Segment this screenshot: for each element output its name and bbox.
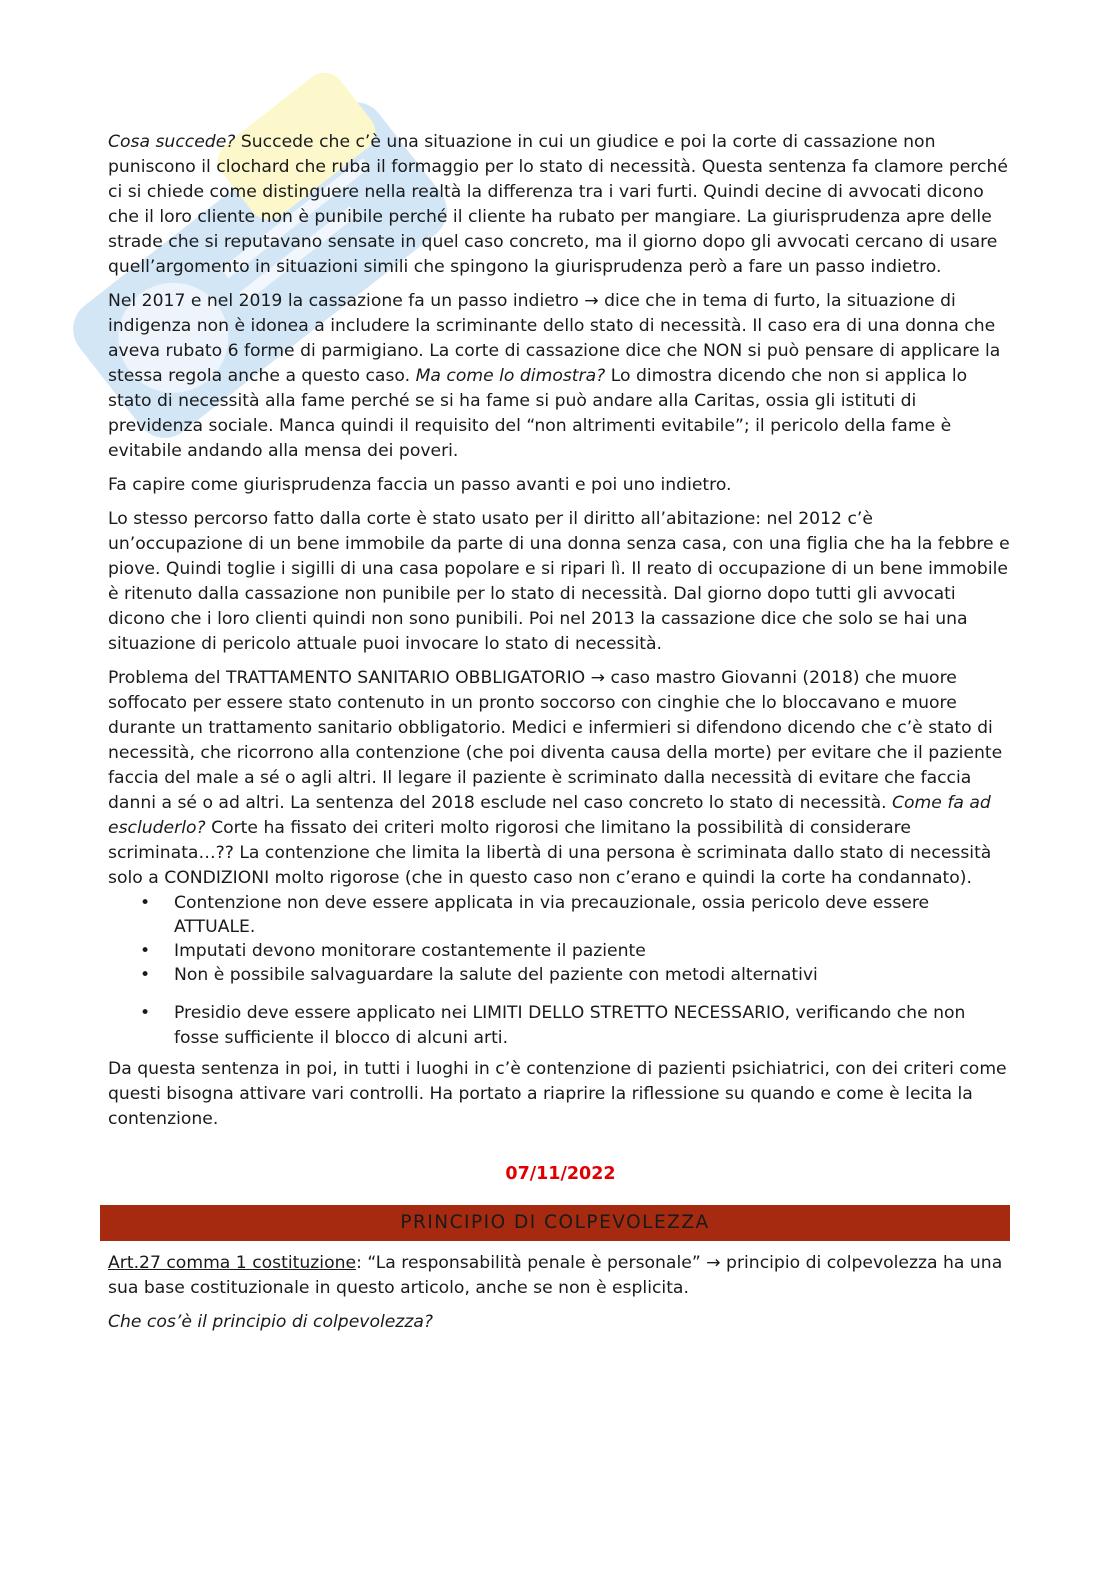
section-heading: PRINCIPIO DI COLPEVOLEZZA bbox=[100, 1205, 1010, 1241]
paragraph-1: Cosa succede? Succede che c’è una situazione in cui un giudice e poi la corte di cassazione non puniscono il clochard che ruba il formaggio per lo stato di necessità. Questa sentenza fa clamore perché ci si chiede come distinguere nella realtà la differenza tra i vari furti. Quindi decine di avvocati dicono che il loro cliente non è punibile perché il cliente ha rubato per mangiare. La giurisprudenza apre delle strade che si reputavano sensate in quel caso concreto, ma il giorno dopo gli avvocati cercano di usare quell’argomento in situazioni simili che spingono la giurisprudenza però a fare un passo indietro. bbox=[108, 132, 1008, 277]
paragraph-6: Da questa sentenza in poi, in tutti i luoghi in c’è contenzione di pazienti psichiatrici, con dei criteri come questi bisogna attivare vari controlli. Ha portato a riaprire la riflessione su quando e come è lecita la contenzione. bbox=[108, 1059, 1007, 1129]
criteria-list-continued bbox=[108, 1001, 1013, 1051]
list-item: • Imputati devono monitorare costantemente il paziente bbox=[108, 939, 1013, 963]
document-body bbox=[108, 130, 1013, 1344]
italic-question: Ma come lo dimostra? bbox=[415, 366, 606, 386]
lecture-date: 07/11/2022 bbox=[505, 1164, 616, 1184]
paragraph-2: Nel 2017 e nel 2019 la cassazione fa un passo indietro → dice che in tema di furto, la situazione di indigenza non è idonea a includere la scriminante dello stato di necessità. Il caso era di una donna che aveva rubato 6 forme di parmigiano. La corte di cassazione dice che NON si può pensare di applicare la stessa regola anche a questo caso. Ma come lo dimostra? Lo dimostra dicendo che non si applica lo stato di necessità alla fame perché se si ha fame si può andare alla Caritas, ossia gli istituti di previdenza sociale. Manca quindi il requisito del “non altrimenti evitabile”; il pericolo della fame è evitabile andando alla mensa dei poveri. bbox=[108, 291, 1001, 461]
paragraph-7: Art.27 comma 1 costituzione: “La responsabilità penale è personale” → principio di colpevolezza ha una sua base costituzionale in questo articolo, anche se non è esplicita. bbox=[108, 1253, 1003, 1298]
list-item: • Contenzione non deve essere applicata in via precauzionale, ossia pericolo deve essere ATTUALE. bbox=[108, 891, 1013, 939]
paragraph-3: Fa capire come giurisprudenza faccia un passo avanti e poi uno indietro. bbox=[108, 475, 732, 495]
paragraph-5: Problema del TRATTAMENTO SANITARIO OBBLIGATORIO → caso mastro Giovanni (2018) che muore soffocato per essere stato contenuto in un pronto soccorso con cinghie che lo bloccavano e muore durante un trattamento sanitario obbligatorio. Medici e infermieri si difendono dicendo che c’è stato di necessità, che ricorrono alla contenzione (che poi diventa causa della morte) per evitare che il paziente faccia del male a sé o agli altri. Il legare il paziente è scriminato dalla necessità di evitare che faccia danni a sé o ad altri. La sentenza del 2018 esclude nel caso concreto lo stato di necessità. Come fa ad escluderlo? Corte ha fissato dei criteri molto rigorosi che limitano la possibilità di considerare scriminata…?? La contenzione che limita la libertà di una persona è scriminata dallo stato di necessità solo a CONDIZIONI molto rigorose (che in questo caso non c’erano e quindi la corte ha condannato). bbox=[108, 668, 1003, 888]
article-reference: Art.27 comma 1 costituzione bbox=[108, 1253, 357, 1273]
paragraph-4: Lo stesso percorso fatto dalla corte è stato usato per il diritto all’abitazione: nel 2012 c’è un’occupazione di un bene immobile da parte di una donna senza casa, con una figlia che ha la febbre e piove. Quindi toglie i sigilli di una casa popolare e si ripari lì. Il reato di occupazione di un bene immobile è ritenuto dalla cassazione non punibile per lo stato di necessità. Dal giorno dopo tutti gli avvocati dicono che i loro clienti quindi non sono punibili. Poi nel 2013 la cassazione dice che solo se hai una situazione di pericolo attuale puoi invocare lo stato di necessità. bbox=[108, 509, 1010, 654]
question-line: Che cos’è il principio di colpevolezza? bbox=[108, 1312, 434, 1332]
italic-question: Cosa succede? bbox=[108, 132, 236, 152]
italic-question: Come fa ad escluderlo? bbox=[108, 793, 991, 838]
criteria-list bbox=[108, 891, 1013, 987]
list-item: • Presidio deve essere applicato nei LIMITI DELLO STRETTO NECESSARIO, verificando che non fosse sufficiente il blocco di alcuni arti. bbox=[108, 1001, 1013, 1051]
list-item: • Non è possibile salvaguardare la salute del paziente con metodi alternativi bbox=[108, 963, 1013, 987]
